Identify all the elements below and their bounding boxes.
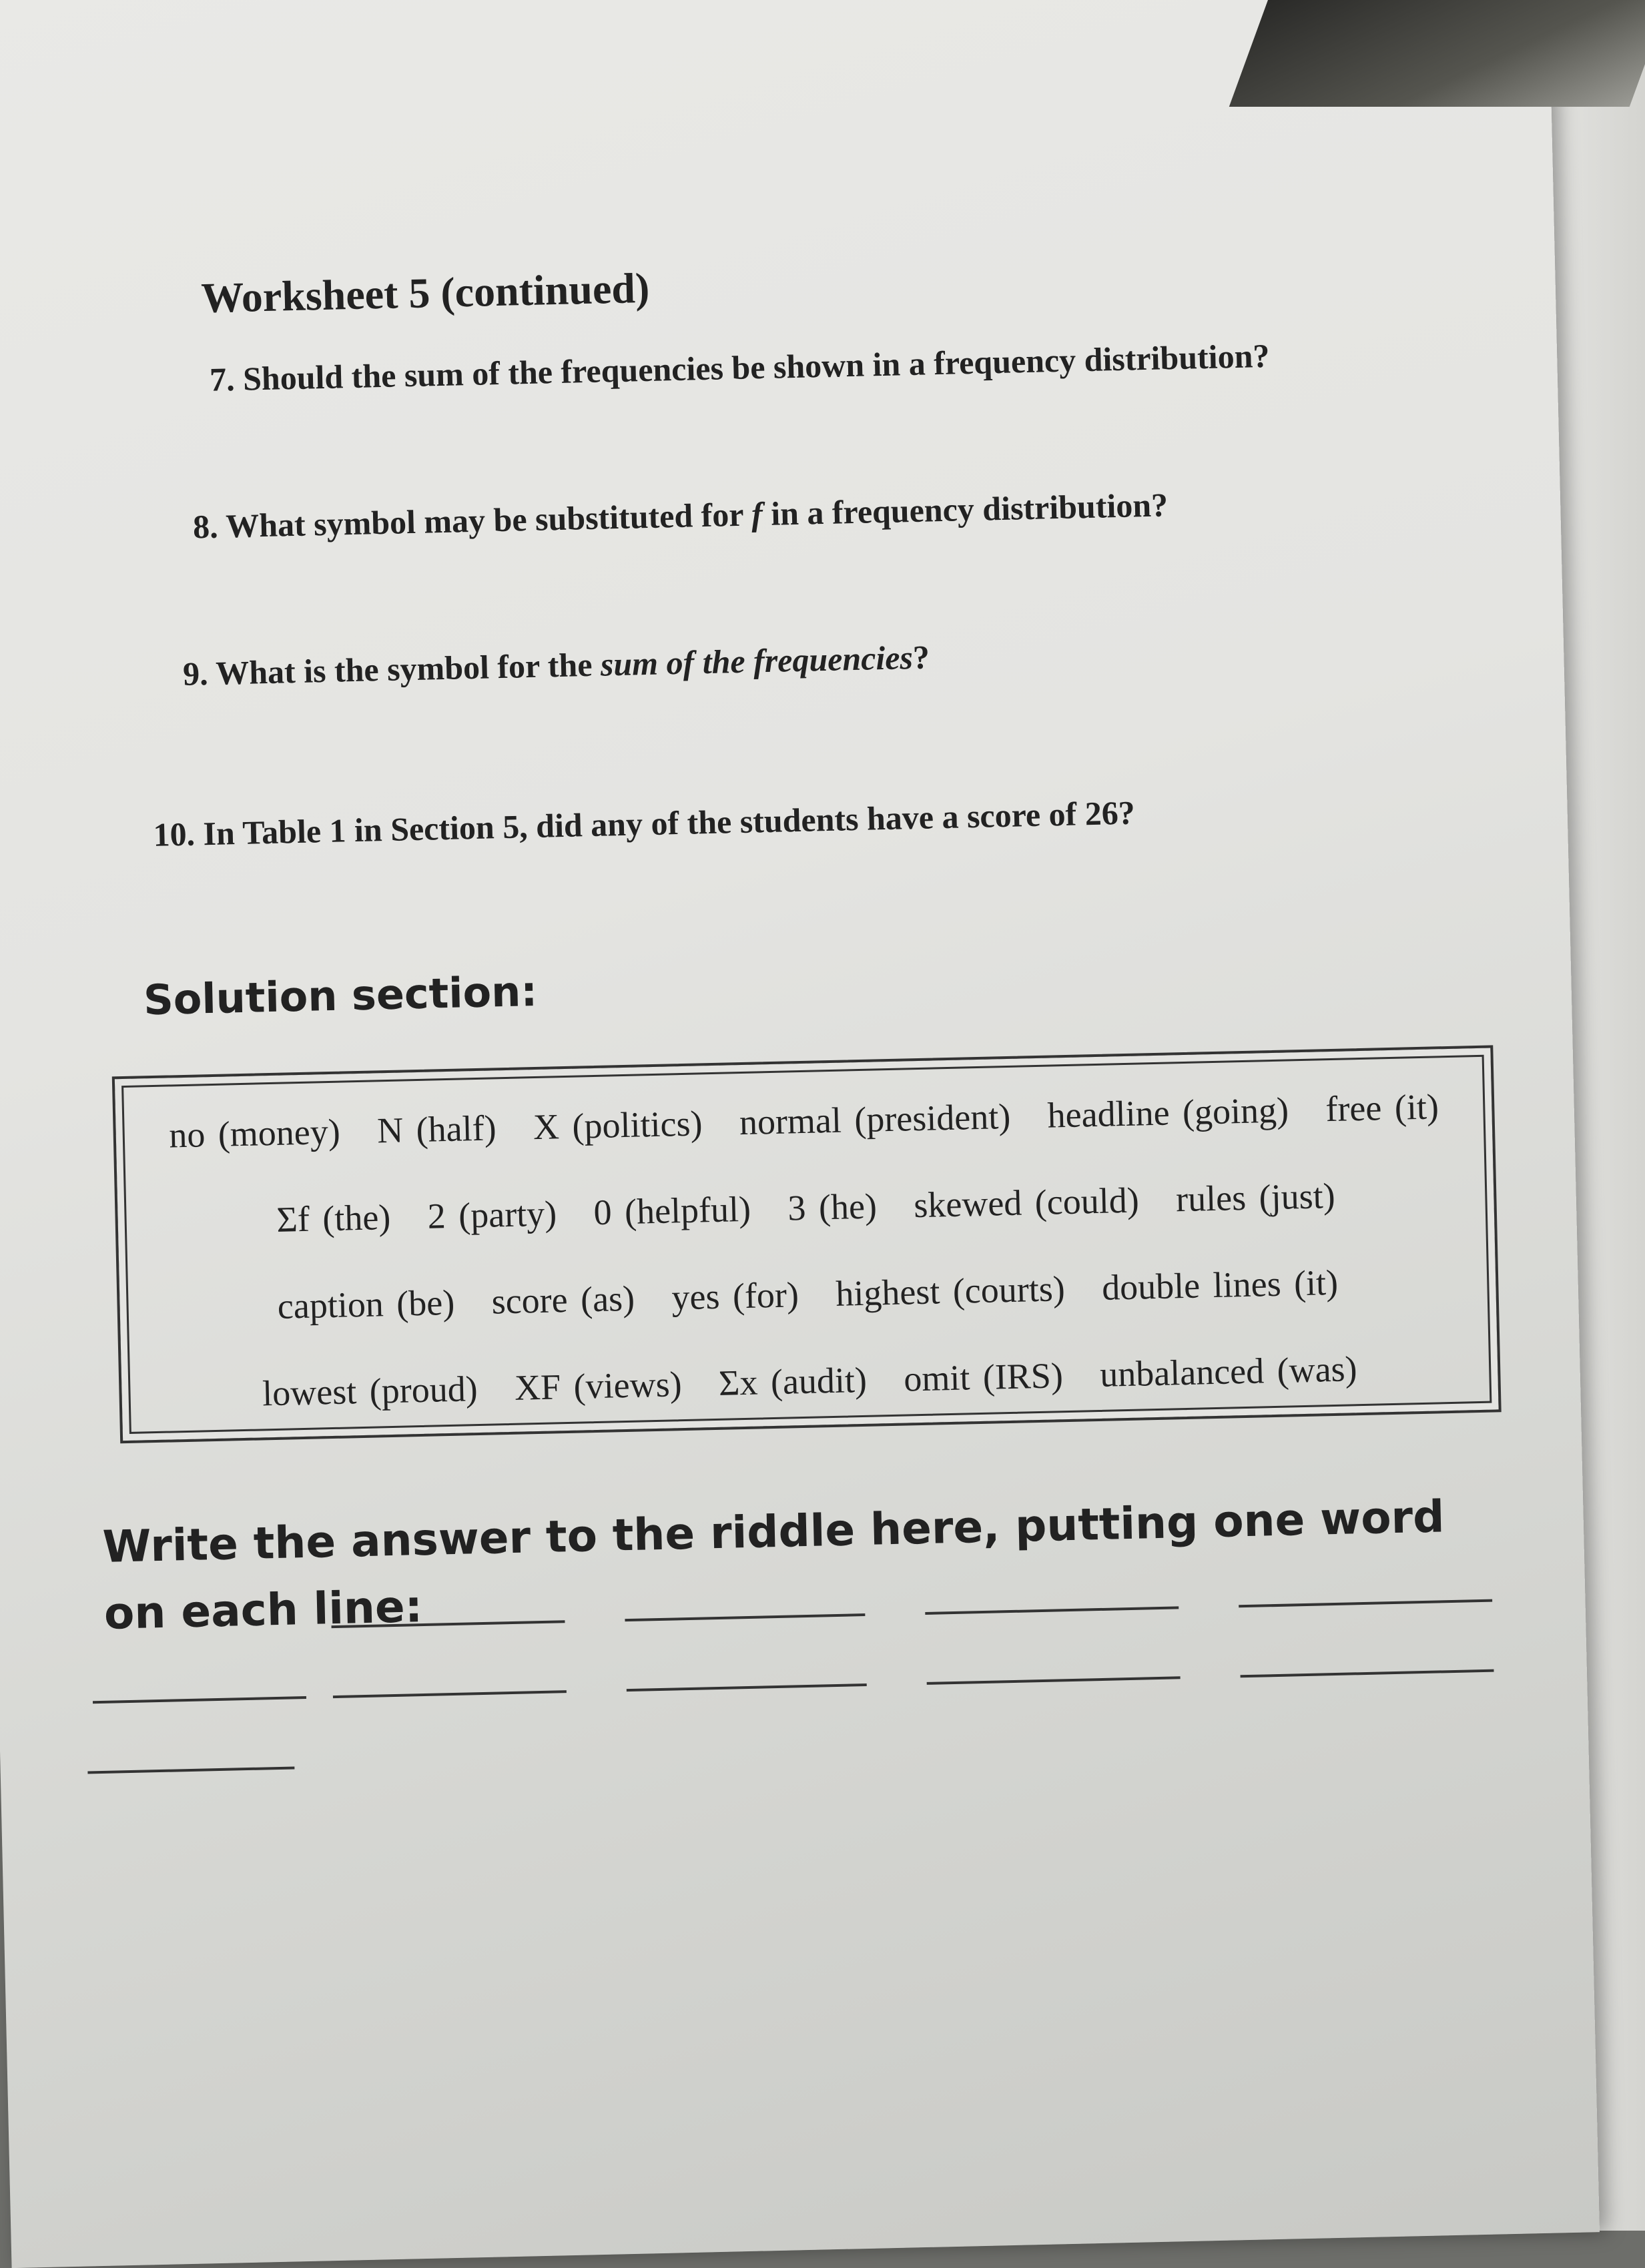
solution-item: yes (for) — [671, 1274, 799, 1318]
question-8-symbol: f — [751, 495, 763, 533]
answer-blank[interactable] — [87, 1766, 294, 1774]
answer-blank[interactable] — [1241, 1669, 1494, 1678]
answer-blank[interactable] — [333, 1690, 567, 1698]
solution-item: N (half) — [376, 1108, 497, 1151]
solution-item: lowest (proud) — [262, 1369, 478, 1414]
question-10 — [153, 793, 1135, 854]
solution-box — [112, 1045, 1502, 1443]
answer-blank[interactable] — [93, 1696, 306, 1704]
solution-item: score (as) — [490, 1278, 635, 1322]
solution-item: highest (courts) — [835, 1268, 1066, 1314]
solution-item: unbalanced (was) — [1099, 1349, 1358, 1395]
solution-item: 0 (helpful) — [593, 1188, 751, 1233]
solution-item: double lines (it) — [1101, 1262, 1339, 1308]
worksheet-title: Worksheet 5 (continued) — [200, 264, 650, 322]
question-9-text-before: What is the symbol for the — [215, 645, 593, 692]
solution-row-2 — [117, 1171, 1494, 1244]
question-8-text-after: in a frequency distribution? — [770, 486, 1169, 532]
riddle-prompt: Write the answer to the riddle here, putting one word on each line: — [101, 1491, 1445, 1639]
solution-item: skewed (could) — [913, 1180, 1140, 1226]
solution-item: caption (be) — [277, 1282, 455, 1327]
solution-item: normal (president) — [739, 1096, 1011, 1143]
question-7-number: 7. — [209, 360, 236, 398]
answer-blank[interactable] — [927, 1676, 1181, 1685]
solution-row-4 — [121, 1345, 1498, 1417]
question-7 — [209, 336, 1270, 399]
solution-item: no (money) — [168, 1111, 341, 1156]
solution-section-title: Solution section: — [143, 966, 538, 1025]
question-9 — [182, 637, 930, 693]
solution-item: XF (views) — [514, 1364, 683, 1408]
solution-item: 3 (he) — [787, 1186, 878, 1228]
solution-item: omit (IRS) — [903, 1355, 1064, 1399]
question-10-number: 10. — [152, 815, 196, 853]
solution-row-1 — [115, 1085, 1492, 1158]
question-9-number: 9. — [182, 654, 209, 693]
solution-item: X (politics) — [533, 1103, 703, 1148]
answer-blank[interactable] — [627, 1683, 867, 1691]
question-8-number: 8. — [192, 507, 219, 546]
question-10-text: In Table 1 in Section 5, did any of the students have a score of 26? — [202, 793, 1136, 853]
question-7-text: Should the sum of the frequencies be shown in a frequency distribution? — [242, 336, 1270, 398]
solution-item: free (it) — [1325, 1086, 1439, 1130]
solution-item: rules (just) — [1175, 1175, 1336, 1220]
question-8 — [192, 485, 1168, 546]
solution-item: Σx (audit) — [718, 1359, 868, 1403]
question-9-italic: sum of the frequencies — [600, 639, 914, 683]
solution-item: 2 (party) — [427, 1193, 557, 1236]
question-9-text-after: ? — [912, 638, 930, 677]
solution-row-3 — [119, 1258, 1496, 1331]
question-8-text-before: What symbol may be substituted for — [225, 495, 744, 545]
solution-item: headline (going) — [1046, 1090, 1289, 1136]
solution-item: Σf (the) — [276, 1196, 391, 1240]
